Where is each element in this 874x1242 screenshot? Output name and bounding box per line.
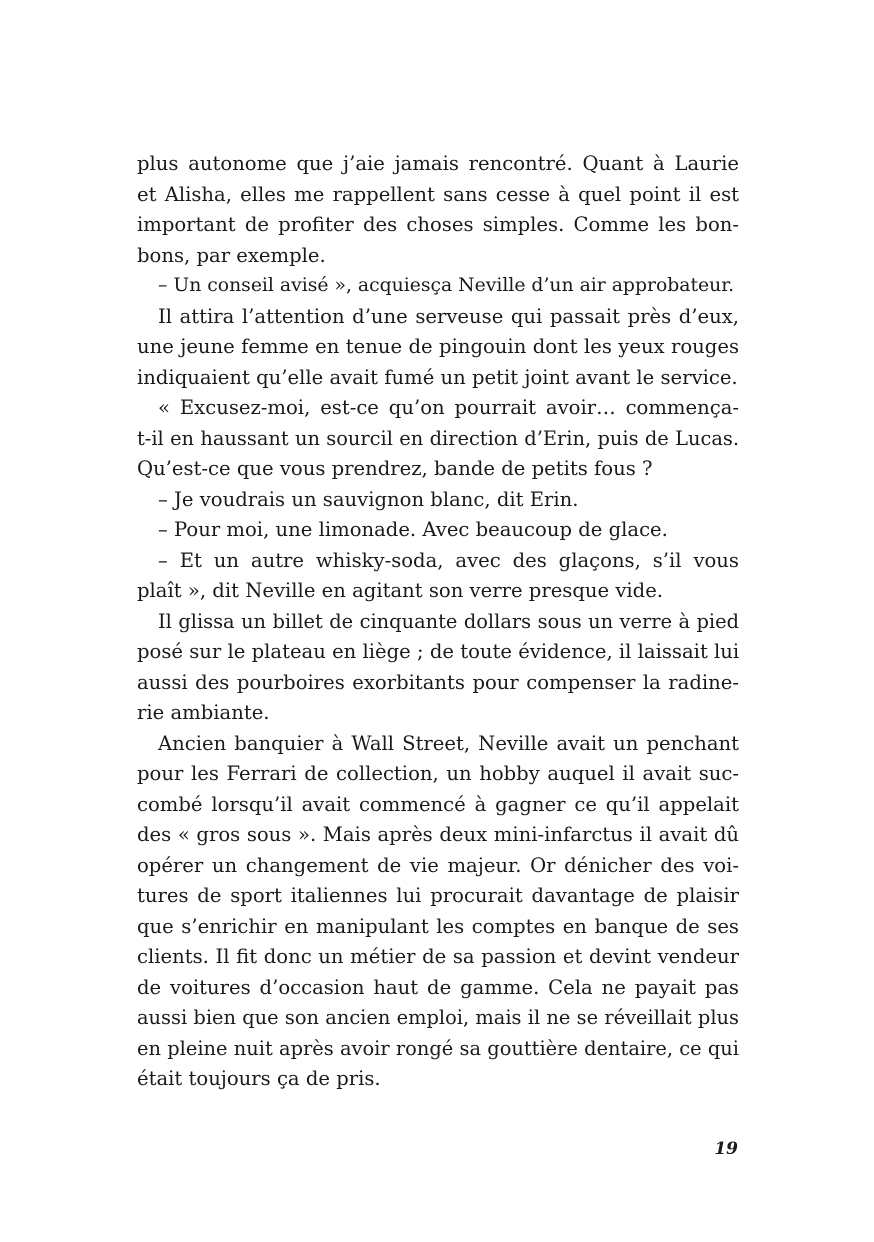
text-line: que s’enrichir en manipulant les comptes en banque de ses	[137, 914, 739, 938]
text-line: – Un conseil avisé », acquiesça Neville d’un air approbateur.	[158, 275, 735, 296]
text-line: des « gros sous ». Mais après deux mini-infarctus il avait dû	[137, 823, 739, 846]
page-number: 19	[714, 1139, 738, 1159]
text-line: et Alisha, elles me rappellent sans cesse à quel point il est	[137, 182, 739, 206]
body-text	[137, 149, 739, 1095]
text-line: de voitures d’occasion haut de gamme. Cela ne payait pas	[137, 975, 739, 999]
text-line: posé sur le plateau en liège ; de toute évidence, il laissait lui	[137, 640, 740, 663]
text-line: Il glissa un billet de cinquante dollars sous un verre à pied	[158, 609, 739, 633]
text-line: – Je voudrais un sauvignon blanc, dit Erin.	[158, 487, 579, 511]
text-line: tures de sport italiennes lui procurait davantage de plaisir	[137, 884, 739, 907]
text-line: Qu’est-ce que vous prendrez, bande de petits fous ?	[137, 457, 653, 480]
text-line: aussi bien que son ancien emploi, mais il ne se réveillait plus	[137, 1006, 739, 1029]
text-line: important de profiter des choses simples. Comme les bon-	[137, 213, 739, 236]
text-line: plaît », dit Neville en agitant son verre presque vide.	[137, 579, 664, 602]
text-line: indiquaient qu’elle avait fumé un petit joint avant le service.	[137, 365, 738, 389]
text-line: opérer un changement de vie majeur. Or dénicher des voi-	[137, 853, 739, 877]
text-line: Ancien banquier à Wall Street, Neville avait un penchant	[158, 731, 739, 755]
text-line: combé lorsqu’il avait commencé à gagner ce qu’il appelait	[137, 792, 739, 816]
text-line: en pleine nuit après avoir rongé sa gouttière dentaire, ce qui	[137, 1036, 739, 1060]
text-line: plus autonome que j’aie jamais rencontré. Quant à Laurie	[137, 152, 739, 175]
text-line: clients. Il fit donc un métier de sa passion et devint vendeur	[137, 945, 739, 968]
text-line: une jeune femme en tenue de pingouin dont les yeux rouges	[137, 335, 739, 358]
text-line: rie ambiante.	[137, 701, 270, 724]
text-line: t-il en haussant un sourcil en direction d’Erin, puis de Lucas.	[137, 426, 739, 450]
text-line: bons, par exemple.	[137, 243, 326, 267]
text-line: était toujours ça de pris.	[137, 1067, 381, 1090]
text-line: aussi des pourboires exorbitants pour compenser la radine-	[137, 670, 739, 694]
text-line: – Et un autre whisky-soda, avec des glaçons, s’il vous	[158, 548, 739, 572]
text-line: pour les Ferrari de collection, un hobby auquel il avait suc-	[137, 762, 739, 785]
text-line: « Excusez-moi, est-ce qu’on pourrait avoir… commença-	[158, 396, 739, 419]
text-line: Il attira l’attention d’une serveuse qui passait près d’eux,	[158, 304, 739, 328]
text-line: – Pour moi, une limonade. Avec beaucoup de glace.	[158, 518, 668, 541]
